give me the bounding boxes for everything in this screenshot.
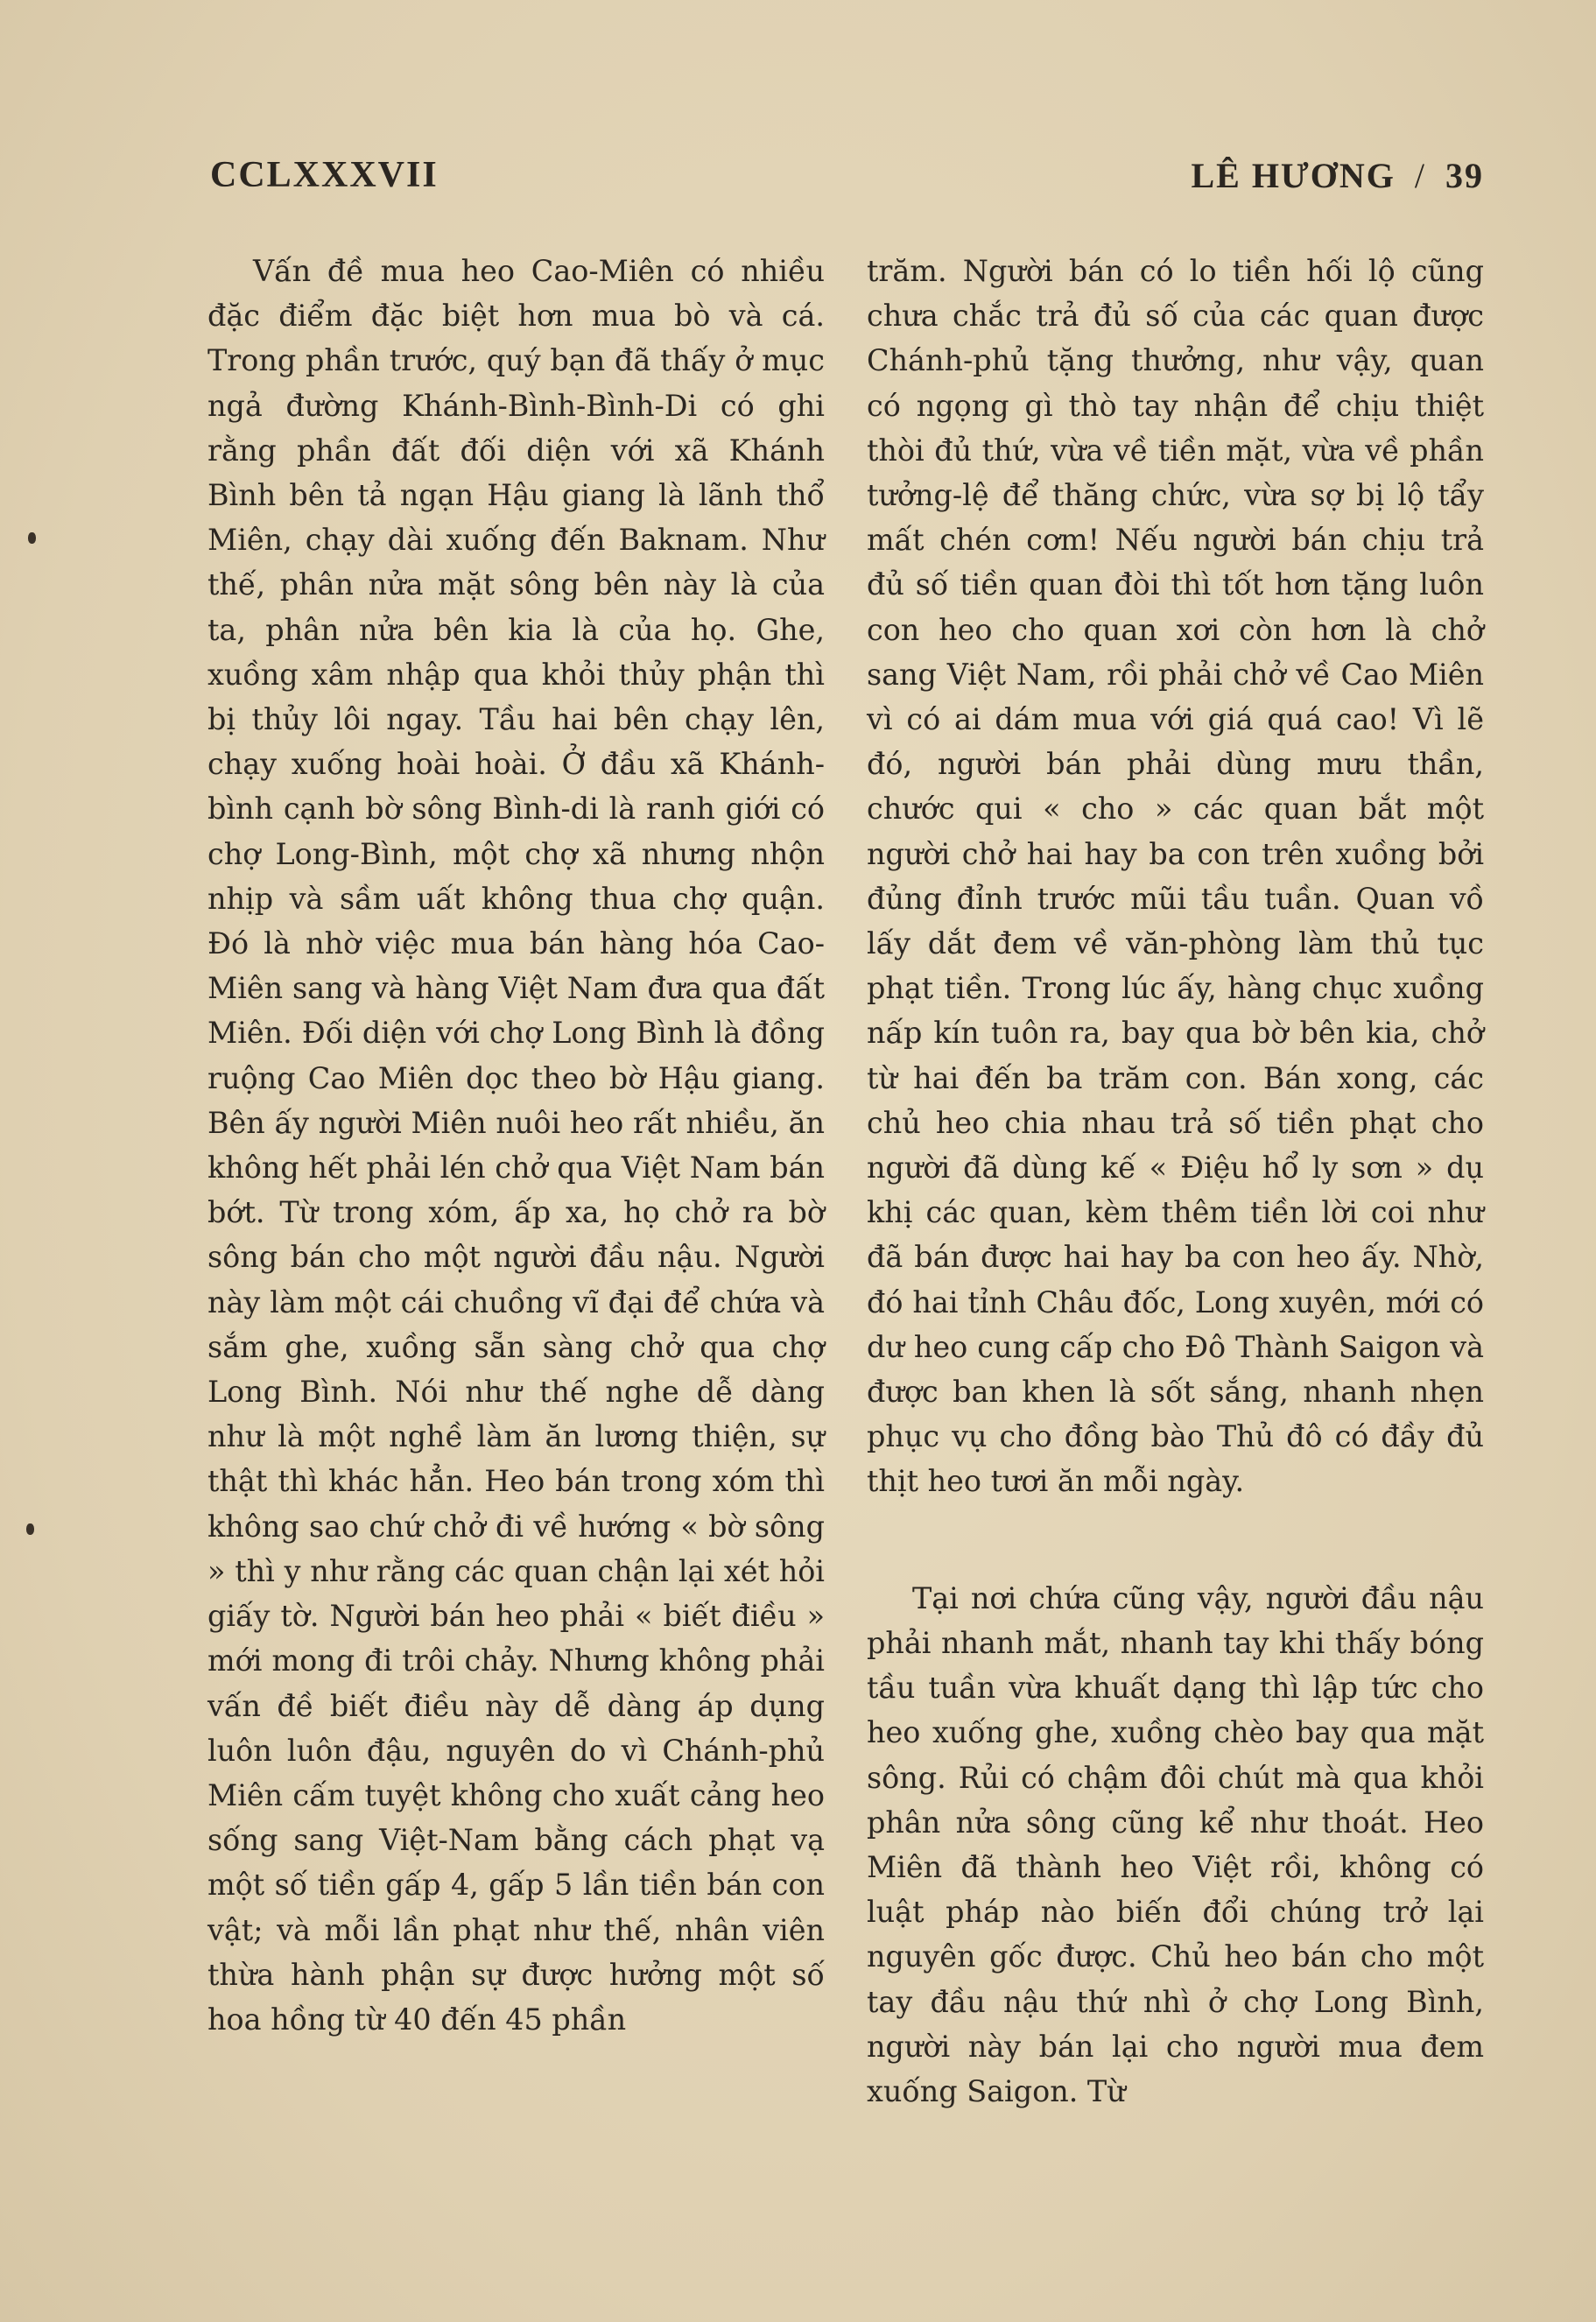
text-column-left xyxy=(207,249,825,2042)
paragraph: Vấn đề mua heo Cao-Miên có nhiều đặc điểm đặc biệt hơn mua bò và cá. Trong phần trước, quý bạn đã thấy ở mục ngả đường Khánh-Bình-Bình-Di có ghi rằng phần đất đối diện với xã Khánh Bình bên tả ngạn Hậu giang là lãnh thổ Miên, chạy dài xuống đến Baknam. Như thế, phân nửa mặt sông bên này là của ta, phân nửa bên kia là của họ. Ghe, xuồng xâm nhập qua khỏi thủy phận thì bị thủy lôi ngay. Tầu hai bên chạy lên, chạy xuống hoài hoài. Ở đầu xã Khánh-bình cạnh bờ sông Bình-di là ranh giới có chợ Long-Bình, một chợ xã nhưng nhộn nhịp và sầm uất không thua chợ quận. Đó là nhờ việc mua bán hàng hóa Cao-Miên sang và hàng Việt Nam đưa qua đất Miên. Đối diện với chợ Long Bình là đồng ruộng Cao Miên dọc theo bờ Hậu giang. Bên ấy người Miên nuôi heo rất nhiều, ăn không hết phải lén chở qua Việt Nam bán bớt. Từ trong xóm, ấp xa, họ chở ra bờ sông bán cho một người đầu nậu. Người này làm một cái chuồng vĩ đại để chứa và sắm ghe, xuồng sẵn sàng chở qua chợ Long Bình. Nói như thế nghe dễ dàng như là một nghề làm ăn lương thiện, sự thật thì khác hẳn. Heo bán trong xóm thì không sao chứ chở đi về hướng « bờ sông » thì y như rằng các quan chận lại xét hỏi giấy tờ. Người bán heo phải « biết điều » mới mong đi trôi chảy. Nhưng không phải vấn đề biết điều này dễ dàng áp dụng luôn luôn đậu, nguyên do vì Chánh-phủ Miên cấm tuyệt không cho xuất cảng heo sống sang Việt-Nam bằng cách phạt vạ một số tiền gấp 4, gấp 5 lần tiền bán con vật; và mỗi lần phạt như thế, nhân viên thừa hành phận sự được hưởng một số hoa hồng từ 40 đến 45 phần xyxy=(207,254,825,2037)
page-header xyxy=(210,149,1484,201)
header-separator: / xyxy=(1414,155,1426,195)
paragraph: trăm. Người bán có lo tiền hối lộ cũng chưa chắc trả đủ số của các quan được Chánh-phủ tặng thưởng, như vậy, quan có ngọng gì thò tay nhận để chịu thiệt thòi đủ thứ, vừa về tiền mặt, vừa về phần tưởng-lệ để thăng chức, vừa sợ bị lộ tẩy mất chén cơm! Nếu người bán chịu trả đủ số tiền quan đòi thì tốt hơn tặng luôn con heo cho quan xơi còn hơn là chở sang Việt Nam, rồi phải chở về Cao Miên vì có ai dám mua với giá quá cao! Vì lẽ đó, người bán phải dùng mưu thần, chước qui « cho » các quan bắt một người chở hai hay ba con trên xuồng bởi đủng đỉnh trước mũi tầu tuần. Quan vồ lấy dắt đem về văn-phòng làm thủ tục phạt tiền. Trong lúc ấy, hàng chục xuồng nấp kín tuôn ra, bay qua bờ bên kia, chở từ hai đến ba trăm con. Bán xong, các chủ heo chia nhau trả số tiền phạt cho người đã dùng kế « Điệu hổ ly sơn » dụ khị các quan, kèm thêm tiền lời coi như đã bán được hai hay ba con heo ấy. Nhờ, đó hai tỉnh Châu đốc, Long xuyên, mới có dư heo cung cấp cho Đô Thành Saigon và được ban khen là sốt sắng, nhanh nhẹn phục vụ cho đồng bào Thủ đô có đầy đủ thịt heo tươi ăn mỗi ngày. xyxy=(867,254,1484,1499)
paragraph-gap xyxy=(867,1504,1484,1576)
ink-speck xyxy=(28,532,36,544)
paragraph: Tại nơi chứa cũng vậy, người đầu nậu phải nhanh mắt, nhanh tay khi thấy bóng tầu tuần vừa khuất dạng thì lập tức cho heo xuống ghe, xuồng chèo bay qua mặt sông. Rủi có chậm đôi chút mà qua khỏi phân nửa sông cũng kể như thoát. Heo Miên đã thành heo Việt rồi, không có luật pháp nào biến đổi chúng trở lại nguyên gốc được. Chủ heo bán cho một tay đầu nậu thứ nhì ở chợ Long Bình, người này bán lại cho người mua đem xuống Saigon. Từ xyxy=(867,1580,1484,2108)
author-name: LÊ HƯƠNG xyxy=(1191,155,1396,195)
page-number: 39 xyxy=(1445,155,1484,195)
ink-speck xyxy=(26,1523,34,1535)
chapter-number: CCLXXXVII xyxy=(210,155,439,195)
text-column-right xyxy=(867,249,1484,2114)
running-title xyxy=(1191,155,1484,196)
